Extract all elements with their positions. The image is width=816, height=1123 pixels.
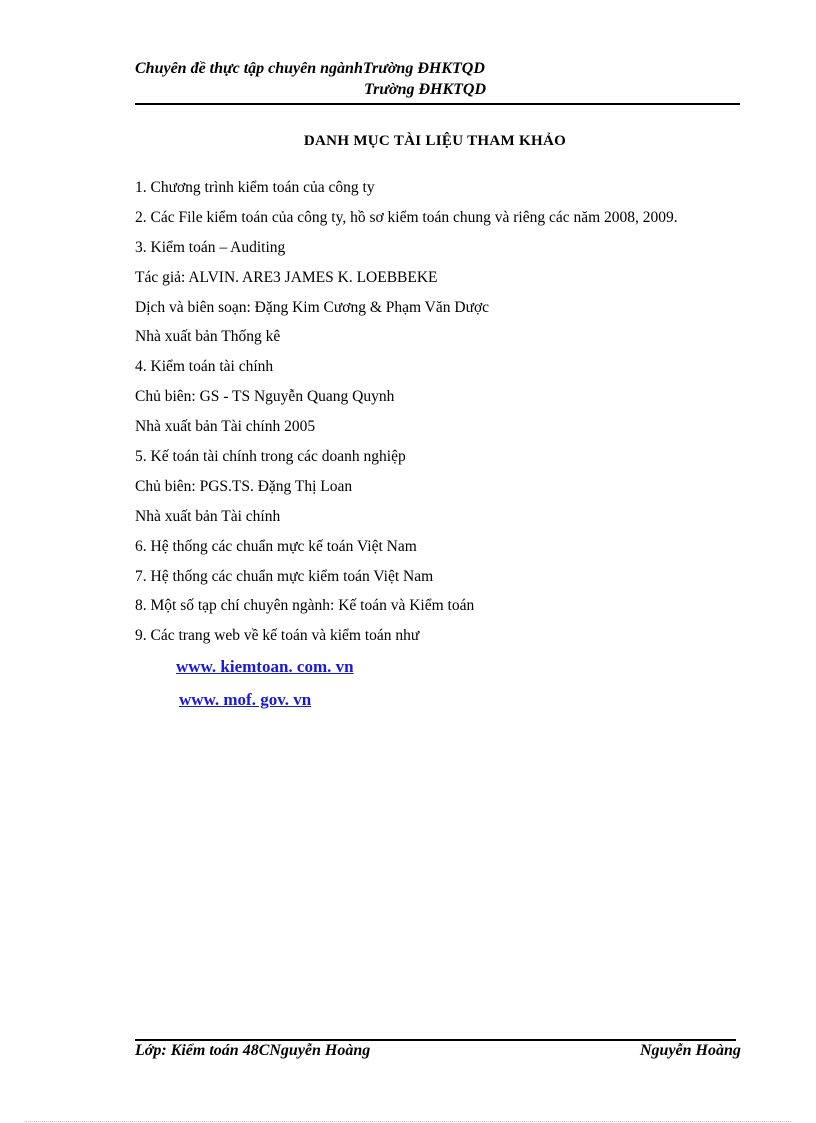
reference-item: 2. Các File kiểm toán của công ty, hồ sơ kiểm toán chung và riêng các năm 2008, 2009. [135, 208, 678, 226]
reference-translator: Dịch và biên soạn: Đặng Kim Cương & Phạm Văn Dược [135, 298, 490, 316]
reference-editor: Chủ biên: GS - TS Nguyễn Quang Quynh [135, 388, 395, 406]
page-bottom-border [25, 1121, 791, 1122]
reference-item: 7. Hệ thống các chuẩn mực kiểm toán Việt Nam [135, 567, 434, 585]
footer-divider [135, 1039, 736, 1041]
page-title: DANH MỤC TÀI LIỆU THAM KHẢO [303, 133, 567, 149]
reference-publisher: Nhà xuất bản Tài chính 2005 [135, 418, 316, 436]
reference-item: 6. Hệ thống các chuẩn mực kế toán Việt Nam [135, 537, 417, 555]
header-text: Chuyên đề thực tập chuyên ngànhTrường ĐHKTQD [135, 60, 485, 77]
footer-author-name: Nguyễn Hoàng [640, 1042, 741, 1059]
reference-item: 1. Chương trình kiểm toán của công ty [135, 179, 375, 196]
header-school-name: Trường ĐHKTQD [364, 81, 487, 98]
link-kiemtoan[interactable]: www. kiemtoan. com. vn [176, 657, 354, 676]
reference-item: 4. Kiểm toán tài chính [135, 358, 274, 376]
reference-publisher: Nhà xuất bản Thống kê [135, 328, 281, 346]
reference-editor: Chủ biên: PGS.TS. Đặng Thị Loan [135, 477, 353, 495]
reference-item: 8. Một số tạp chí chuyên ngành: Kế toán và Kiểm toán [135, 597, 475, 615]
link-mof[interactable]: www. mof. gov. vn [179, 690, 312, 709]
reference-author: Tác giả: ALVIN. ARE3 JAMES K. LOEBBEKE [135, 268, 438, 286]
reference-list [135, 178, 755, 656]
reference-item: 3. Kiểm toán – Auditing [135, 238, 286, 256]
header-divider [135, 103, 740, 105]
reference-item: 9. Các trang web về kế toán và kiểm toán như [135, 627, 420, 645]
footer-class-label: Lớp: Kiểm toán 48CNguyễn Hoàng [135, 1042, 371, 1059]
reference-publisher: Nhà xuất bản Tài chính [135, 507, 281, 525]
reference-item: 5. Kế toán tài chính trong các doanh nghiệp [135, 448, 406, 466]
